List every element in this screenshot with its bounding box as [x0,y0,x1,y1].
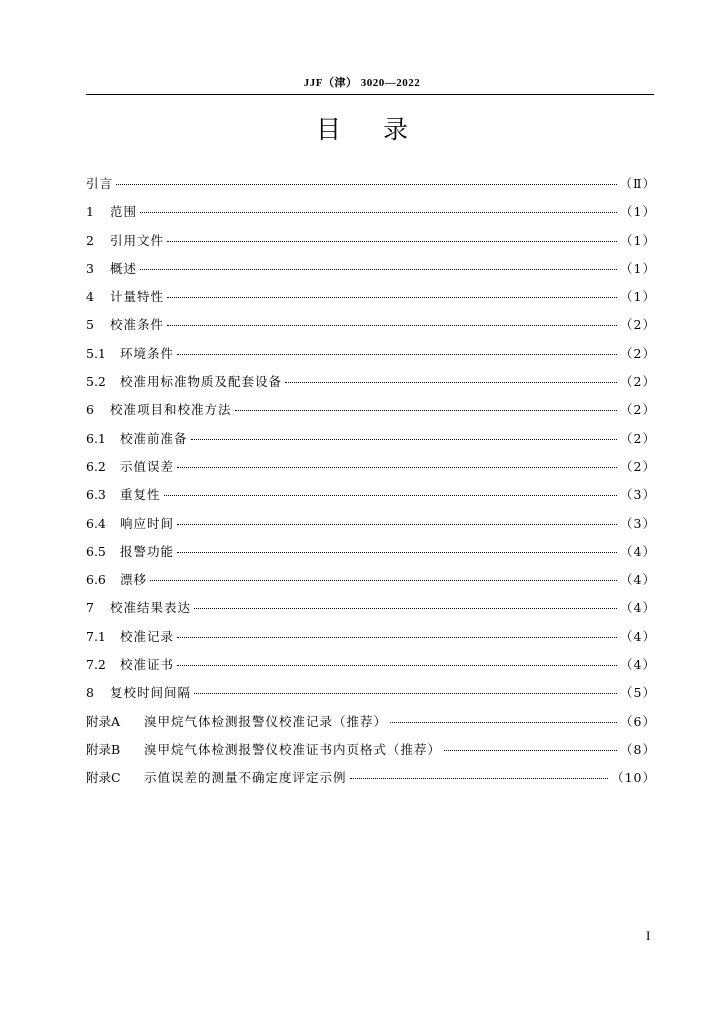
dot-leader [177,637,617,638]
toc-entry-page: （3） [620,515,656,531]
dot-leader [140,269,617,270]
toc-entry[interactable] [86,311,656,339]
toc-entry-label: 引用文件 [110,232,165,248]
toc-entry-number: 6.1 [86,430,106,446]
toc-entry-page: （Ⅱ） [619,176,656,191]
toc-entry-number: 7.1 [86,628,106,644]
dot-leader [177,665,617,666]
toc-entry-label: 复校时间间隔 [110,685,192,701]
toc-entry-page: （2） [620,345,656,361]
toc-entry-page: （2） [620,458,656,474]
toc-entry[interactable] [86,255,656,283]
dot-leader [444,750,617,751]
toc-entry[interactable] [86,170,656,198]
toc-entry-number: 2 [86,232,94,248]
toc-entry-page: （3） [620,487,656,503]
title-char-2: 录 [383,115,409,144]
dot-leader [140,212,617,213]
dot-leader [164,495,618,496]
toc-entry-page: （2） [620,430,656,446]
toc-entry[interactable] [86,594,656,622]
toc-entry-label: 环境条件 [120,345,175,361]
toc-entry[interactable] [86,198,656,226]
toc-entry[interactable] [86,396,656,424]
toc-entry-label: 校准用标准物质及配套设备 [120,374,283,390]
toc-entry[interactable] [86,227,656,255]
dot-leader [167,297,617,298]
toc-entry-label: 校准记录 [120,628,175,644]
toc-entry-label: 重复性 [120,487,161,503]
toc-entry-page: （1） [620,232,656,248]
toc-entry-label: 响应时间 [120,515,175,531]
toc-entry[interactable] [86,708,656,736]
toc-entry-number: 6.3 [86,487,106,503]
dot-leader [350,778,609,779]
toc-entry-number: 6.6 [86,572,106,588]
toc-entry-number: 7.2 [86,657,106,673]
toc-entry-page: （5） [620,685,656,701]
toc-entry-page: （2） [620,317,656,333]
toc-entry[interactable] [86,510,656,538]
toc-entry-page: （2） [620,374,656,390]
toc-entry-page: （1） [620,204,656,220]
toc-entry-number: 5 [86,317,94,333]
toc-entry[interactable] [86,566,656,594]
document-header [0,76,724,90]
table-of-contents [86,170,656,793]
toc-entry-number: 4 [86,289,94,305]
toc-entry-page: （4） [620,572,656,588]
title-char-1: 目 [315,115,341,144]
dot-leader [235,410,618,411]
toc-entry-label: 报警功能 [120,543,175,559]
toc-entry-page: （8） [620,741,656,757]
toc-entry-number: 附录C [86,770,121,786]
toc-entry-number: 6 [86,402,94,418]
toc-entry-number: 附录A [86,713,121,729]
toc-entry[interactable] [86,764,656,792]
toc-entry-page: （6） [620,713,656,729]
page-number: I [646,928,651,943]
header-divider [86,94,654,95]
toc-entry-number: 5.2 [86,374,106,390]
toc-entry[interactable] [86,679,656,707]
toc-entry-label: 溴甲烷气体检测报警仪校准记录（推荐） [144,713,388,729]
toc-entry-number: 6.2 [86,458,106,474]
toc-entry-page: （10） [611,770,656,786]
dot-leader [191,439,618,440]
dot-leader [177,467,617,468]
toc-entry-number: 5.1 [86,345,106,361]
toc-entry[interactable] [86,623,656,651]
toc-entry-label: 校准结果表达 [110,600,192,616]
dot-leader [177,552,617,553]
toc-entry-label: 校准条件 [110,317,165,333]
dot-leader [194,693,617,694]
toc-entry-number: 6.4 [86,515,106,531]
toc-entry-label: 溴甲烷气体检测报警仪校准证书内页格式（推荐） [144,741,442,757]
toc-entry-label: 校准项目和校准方法 [110,402,232,418]
toc-entry-label: 示值误差的测量不确定度评定示例 [144,770,347,786]
toc-entry-number: 3 [86,260,94,276]
toc-entry-label: 范围 [110,204,138,220]
toc-entry-number: 8 [86,685,94,701]
toc-entry-number: 7 [86,600,94,616]
toc-entry[interactable] [86,538,656,566]
toc-entry-label: 示值误差 [120,458,175,474]
toc-entry-page: （4） [620,628,656,644]
toc-entry[interactable] [86,736,656,764]
toc-entry-label: 计量特性 [110,289,165,305]
toc-entry[interactable] [86,283,656,311]
page-title [0,112,724,148]
dot-leader [285,382,617,383]
toc-entry-label: 漂移 [120,572,148,588]
toc-entry[interactable] [86,425,656,453]
toc-entry-page: （2） [620,402,656,418]
toc-entry-page: （1） [620,260,656,276]
toc-entry[interactable] [86,481,656,509]
dot-leader [177,354,617,355]
toc-entry-page: （4） [620,600,656,616]
dot-leader [116,184,616,185]
dot-leader [177,524,617,525]
dot-leader [167,241,617,242]
toc-entry[interactable] [86,453,656,481]
dot-leader [390,722,617,723]
toc-entry-page: （4） [620,657,656,673]
toc-entry-page: （4） [620,543,656,559]
toc-entry[interactable] [86,368,656,396]
toc-entry-page: （1） [620,289,656,305]
toc-entry-label: 校准前准备 [120,430,188,446]
toc-entry-label: 校准证书 [120,657,175,673]
toc-entry-label: 概述 [110,260,138,276]
standard-number: JJF（津） 3020—2022 [303,77,421,89]
toc-entry-number: 6.5 [86,543,106,559]
toc-entry-label: 引言 [86,176,114,191]
toc-entry[interactable] [86,340,656,368]
toc-entry-number: 附录B [86,741,121,757]
toc-entry-number: 1 [86,204,94,220]
dot-leader [167,325,617,326]
dot-leader [194,608,617,609]
toc-entry[interactable] [86,651,656,679]
dot-leader [150,580,617,581]
